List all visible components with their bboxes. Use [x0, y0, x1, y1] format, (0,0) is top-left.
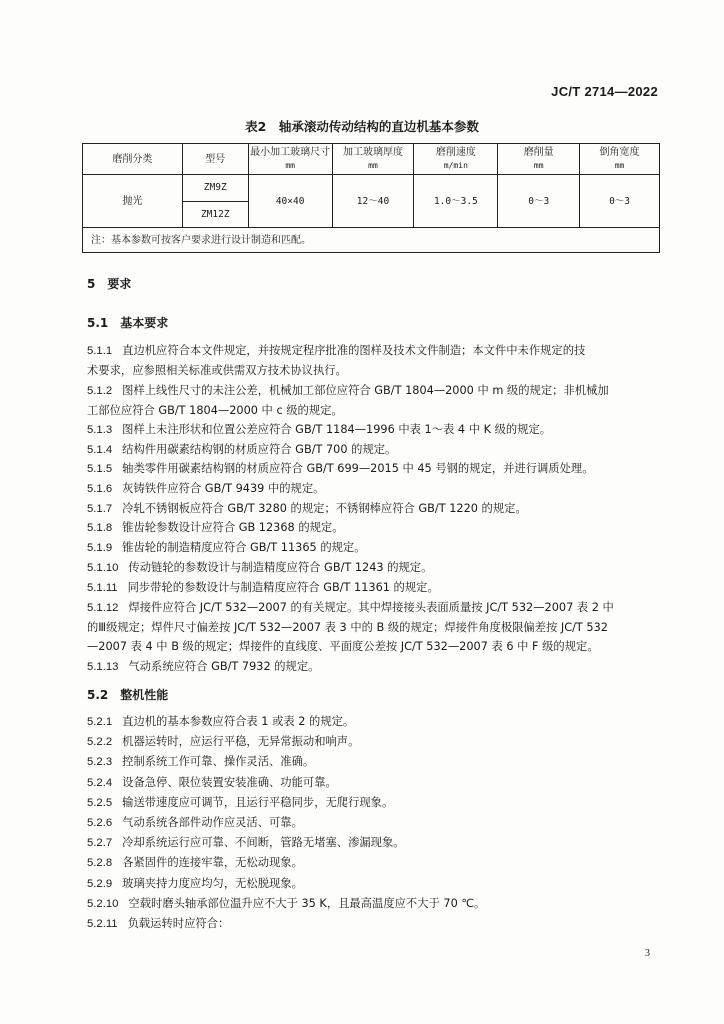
clause-line [87, 793, 661, 813]
header-cell: 倒角宽度 mm [580, 144, 660, 175]
clause-text: —2007 表 4 中 B 级的规定；焊接件的直线度、平面度公差按 JC/T 532—2007 表 6 中 F 级的规定。 [87, 640, 599, 654]
clause-text: 气动系统应符合 GB/T 7932 的规定。 [128, 660, 320, 673]
clause-number: 5.1.6 [87, 483, 113, 495]
clause-line [87, 538, 661, 558]
clause-text: 冷轧不锈钢板应符合 GB/T 3280 的规定；不锈钢棒应符合 GB/T 1220 的规定。 [122, 502, 527, 515]
clause-number: 5.2.10 [87, 897, 119, 910]
clause-text: 轴类零件用碳素结构钢的材质应符合 GB/T 699—2015 中 45 号钢的规定，并进行调质处理。 [122, 462, 594, 475]
section-heading: 5 要求 [87, 277, 132, 291]
clause-line [87, 894, 661, 914]
header-cell: 磨削量 mm [498, 144, 580, 175]
clause-line [87, 773, 661, 793]
clause-line [87, 499, 661, 519]
table-header-row [83, 144, 660, 175]
clause-number: 5.1.12 [87, 602, 119, 614]
clause-line [87, 732, 661, 752]
clause-number: 5.1.11 [87, 582, 118, 594]
header-cell: 加工玻璃厚度 mm [332, 144, 414, 175]
clause-text: 各紧固件的连接牢靠，无松动现象。 [122, 856, 303, 870]
clause-number: 5.2.3 [87, 756, 113, 769]
clause-line [87, 712, 661, 732]
clause-number: 5.2.11 [87, 918, 118, 930]
model-cell: ZM12Z [182, 201, 248, 228]
clause-number: 5.1.4 [87, 444, 113, 456]
model-cell: ZM9Z [182, 175, 248, 202]
speed-cell: 1.0～3.5 [414, 175, 498, 228]
table-title: 表2 轴承滚动传动结构的直边机基本参数 [245, 119, 479, 134]
clause-line [87, 752, 661, 772]
clause-text: 锥齿轮的制造精度应符合 GB/T 11365 的规定。 [122, 541, 366, 554]
clause-line [87, 381, 661, 401]
clause-continuation [87, 401, 661, 421]
clause-number: 5.2.9 [87, 877, 113, 890]
clause-text: 设备急停、限位装置安装准确、功能可靠。 [122, 775, 337, 789]
clause-text: 同步带轮的参数设计与制造精度应符合 GB/T 11361 的规定。 [127, 581, 439, 594]
clause-line [87, 459, 661, 479]
clause-line [87, 914, 661, 934]
clause-text: 图样上线性尺寸的未注公差，机械加工部位应符合 GB/T 1804—2000 中 m 级的规定；非机械加 [122, 384, 609, 397]
clause-line [87, 518, 661, 538]
clause-text: 直边机的基本参数应符合表 1 或表 2 的规定。 [122, 715, 355, 728]
clause-number: 5.2.5 [87, 796, 113, 809]
clause-text: 锥齿轮参数设计应符合 GB 12368 的规定。 [122, 521, 344, 534]
clause-line [87, 813, 661, 833]
clause-number: 5.1.9 [87, 542, 113, 554]
clause-line [87, 440, 661, 460]
clause-number: 5.2.1 [87, 716, 113, 728]
grind-cell: 0～3 [498, 175, 580, 228]
clause-line [87, 420, 661, 440]
clause-number: 5.2.8 [87, 857, 113, 870]
min-size-cell: 40×40 [248, 175, 332, 228]
clause-text: 术要求，应参照相关标准或供需双方技术协议执行。 [87, 363, 347, 377]
clause-continuation [87, 618, 661, 638]
clause-number: 5.1.3 [87, 424, 113, 436]
clause-text: 空载时磨头轴承部位温升应不大于 35 K，且最高温度应不大于 70 ℃。 [128, 896, 486, 910]
clause-number: 5.2.4 [87, 776, 113, 789]
clause-line [87, 657, 661, 677]
clause-text: 气动系统各部件动作应灵活、可靠。 [122, 816, 303, 829]
category-cell: 抛光 [83, 175, 183, 228]
clause-text: 结构件用碳素结构钢的材质应符合 GB/T 700 的规定。 [122, 443, 397, 456]
clause-continuation [87, 637, 661, 657]
table-row [83, 175, 660, 202]
section-heading: 5.2 整机性能 [87, 688, 169, 702]
clause-text: 冷却系统运行应可靠、不间断，管路无堵塞、渗漏现象。 [122, 836, 405, 850]
clause-text: 工部位应符合 GB/T 1804—2000 中 c 级的规定。 [87, 403, 343, 417]
clause-line [87, 833, 661, 853]
clause-text: 的Ⅲ级规定；焊件尺寸偏差按 JC/T 532—2007 表 3 中的 B 级的规定；焊接件角度极限偏差按 JC/T 532 [87, 620, 608, 634]
clause-text: 玻璃夹持力度应均匀，无松脱现象。 [122, 876, 303, 890]
clause-text: 控制系统工作可靠、操作灵活、准确。 [122, 755, 315, 769]
clause-number: 5.1.1 [87, 345, 113, 357]
clause-line [87, 598, 661, 618]
parameter-table [82, 143, 660, 253]
clause-number: 5.1.8 [87, 522, 113, 534]
page-number: 3 [645, 948, 650, 959]
clause-text: 输送带速度应可调节，且运行平稳同步，无爬行现象。 [122, 795, 394, 809]
clause-number: 5.1.2 [87, 385, 113, 397]
header-cell: 最小加工玻璃尺寸 mm [248, 144, 332, 175]
clause-line [87, 558, 661, 578]
clause-number: 5.2.2 [87, 736, 113, 749]
clause-line [87, 341, 661, 361]
clause-line [87, 479, 661, 499]
chamfer-cell: 0～3 [580, 175, 660, 228]
clause-line [87, 853, 661, 873]
table-note: 注：基本参数可按客户要求进行设计制造和匹配。 [83, 228, 660, 253]
clause-number: 5.1.13 [87, 661, 119, 673]
header-cell: 型号 [182, 144, 248, 175]
clause-text: 传动链轮的参数设计与制造精度应符合 GB/T 1243 的规定。 [128, 561, 433, 574]
table-note-row [83, 228, 660, 253]
clause-text: 灰铸铁件应符合 GB/T 9439 中的规定。 [122, 482, 325, 495]
clause-line [87, 578, 661, 598]
header-cell: 磨削分类 [83, 144, 183, 175]
clause-number: 5.1.5 [87, 463, 113, 475]
header-cell: 磨削速度 m/min [414, 144, 498, 175]
clause-text: 负载运转时应符合： [127, 917, 230, 930]
clause-line [87, 874, 661, 894]
clause-number: 5.1.10 [87, 562, 119, 574]
clause-number: 5.2.6 [87, 817, 113, 829]
clause-text: 直边机应符合本文件规定，并按规定程序批准的图样及技术文件制造；本文件中未作规定的技 [122, 344, 586, 357]
clause-text: 图样上未注形状和位置公差应符合 GB/T 1184—1996 中表 1～表 4 中 K 级的规定。 [122, 423, 552, 436]
clause-number: 5.2.7 [87, 837, 113, 850]
clause-text: 焊接件应符合 JC/T 532—2007 的有关规定。其中焊接接头表面质量按 JC/T 532—2007 表 2 中 [128, 601, 614, 614]
clause-continuation [87, 361, 661, 381]
section-heading: 5.1 基本要求 [87, 316, 169, 330]
standard-code: JC/T 2714—2022 [551, 84, 658, 99]
clause-number: 5.1.7 [87, 503, 113, 515]
thickness-cell: 12～40 [332, 175, 414, 228]
clause-text: 机器运转时，应运行平稳，无异常振动和响声。 [122, 735, 360, 749]
